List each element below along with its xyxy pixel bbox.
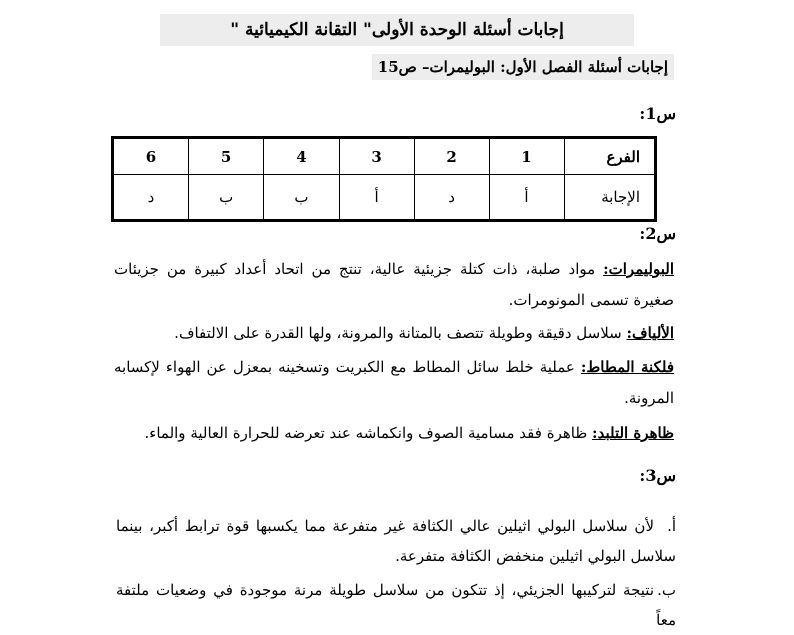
definition-term: الألياف: (626, 324, 674, 342)
table-row-branches (113, 138, 656, 175)
item-marker: أ. (667, 517, 676, 535)
definition-term: فلكنة المطاط: (580, 358, 674, 376)
item-marker: ب. (657, 581, 676, 599)
answer-cell: ب (189, 175, 264, 221)
definition-term: البوليمرات: (603, 260, 674, 278)
question-2-label: س2: (639, 224, 676, 243)
answer-row-label: الإجابة (564, 175, 656, 221)
definition-polymers (114, 254, 674, 316)
answer-item-b (116, 575, 676, 635)
answer-cell: د (414, 175, 489, 221)
answer-cell: د (113, 175, 189, 221)
branch-cell: 2 (414, 138, 489, 175)
answer-cell: أ (339, 175, 414, 221)
branch-row-label: الفرع (564, 138, 656, 175)
definition-term: ظاهرة التلبد: (592, 424, 674, 442)
item-text: نتيجة لتركيبها الجزيئي، إذ تتكون من سلاسل طويلة مرنة موجودة في وضعيات ملتفة معاً (116, 581, 676, 629)
answer-cell: ب (264, 175, 339, 221)
sub-title: إجابات أسئلة الفصل الأول: البوليمرات– ص15 (372, 54, 674, 80)
branch-cell: 3 (339, 138, 414, 175)
branch-cell: 1 (489, 138, 564, 175)
definition-felting (114, 418, 674, 449)
question-1-label: س1: (639, 104, 676, 123)
definition-fibers (114, 318, 674, 349)
question-3-label: س3: (639, 466, 676, 485)
branch-cell: 5 (189, 138, 264, 175)
branch-cell: 6 (113, 138, 189, 175)
definition-text: مواد صلبة، ذات كتلة جزيئية عالية، تنتج من اتحاد أعداد كبيرة من جزيئات صغيرة تسمى المونومرات. (114, 260, 674, 309)
branch-cell: 4 (264, 138, 339, 175)
definition-vulcanization (114, 352, 674, 414)
answer-item-a (116, 511, 676, 571)
definition-text: ظاهرة فقد مسامية الصوف وانكماشه عند تعرضه للحرارة العالية والماء. (144, 424, 593, 442)
main-title: إجابات أسئلة الوحدة الأولى" التقانة الكيميائية " (160, 14, 634, 46)
table-row-answers (113, 175, 656, 221)
definition-text: سلاسل دقيقة وطويلة تتصف بالمتانة والمرونة، ولها القدرة على الالتفاف. (174, 324, 627, 342)
answers-table (111, 136, 657, 222)
item-text: لأن سلاسل البولي اثيلين عالي الكثافة غير متفرعة مما يكسبها قوة ترابط أكبر، بينما سلاسل البولي اثيلين منخفض الكثافة متفرعة. (116, 517, 676, 565)
definition-text: عملية خلط سائل المطاط مع الكبريت وتسخينه بمعزل عن الهواء لإكسابه المرونة. (114, 358, 674, 407)
answer-cell: أ (489, 175, 564, 221)
